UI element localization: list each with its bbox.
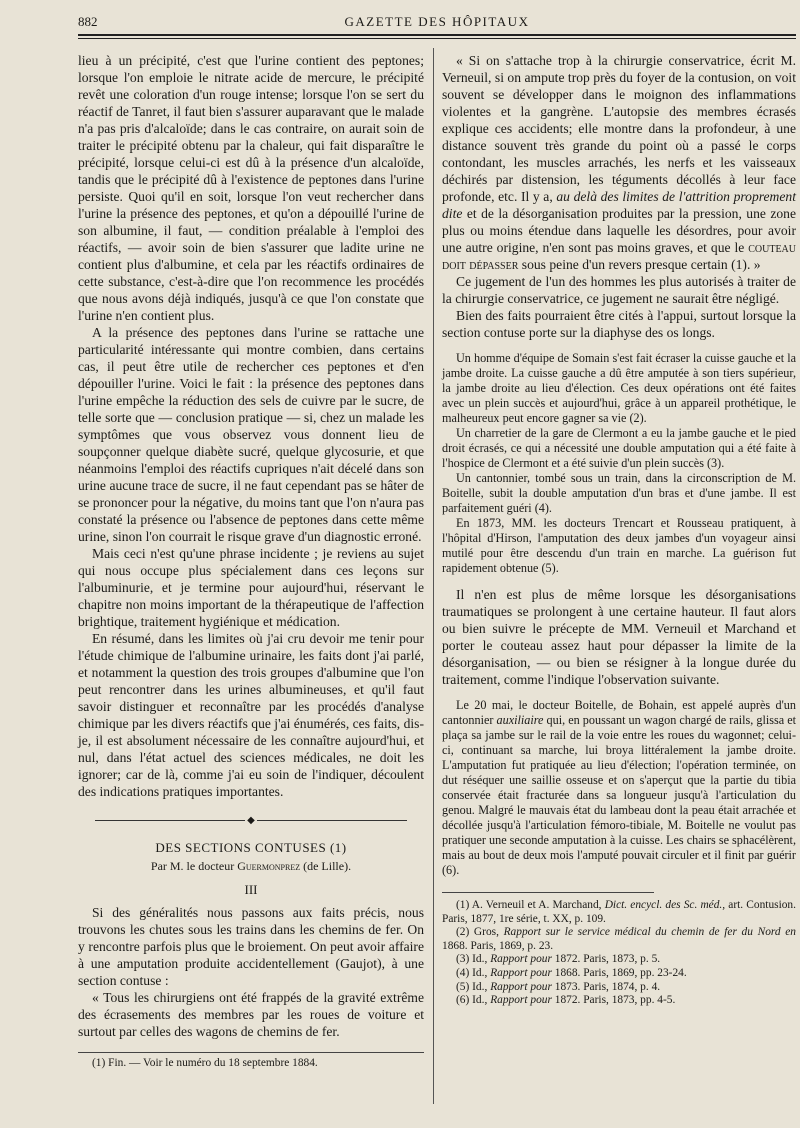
column-divider xyxy=(433,48,434,1104)
section-title: DES SECTIONS CONTUSES (1) xyxy=(155,840,347,855)
paragraph: Bien des faits pourraient être cités à l'appui, surtout lorsque la section contuse porte sur la diaphyse des os longs. xyxy=(442,308,796,340)
case-report: Un cantonnier, tombé sous un train, dans la circonscription de M. Boitelle, subit la double amputation d'un bras et d'une jambe. Il est parfaitement guéri (4). xyxy=(442,471,796,515)
case-report: Un charretier de la gare de Clermont a eu la jambe gauche et le pied droit écrasés, ce qui a nécessité une double amputation qui a été faite à l'hospice de Clermont et a été suivie d'un plein succès (3). xyxy=(442,426,796,470)
footnote: (1) A. Verneuil et A. Marchand, Dict. encycl. des Sc. méd., art. Contusion. Paris, 1877, 1re série, t. XX, p. 109. xyxy=(442,899,796,925)
paragraph: En résumé, dans les limites où j'ai cru devoir me tenir pour l'étude chimique de l'albumine urinaire, les faits dont j'ai parlé, et notamment la question des trois groupes d'albumine que l'on peut rencontrer dans les urines albumineuses, et qu'il faut savoir distinguer et reconnaître par les procédés d'analyse chimique par les divers réactifs que j'ai énumérés, ces faits, dis-je, il est absolument nécessaire de les connaître aujourd'hui, et nul, dans l'état actuel des sciences médicales, ne doit les ignorer; car de là, comme j'ai eu soin de l'indiquer, découlent des indications pratiques importantes. xyxy=(78,631,424,799)
section-separator: ◆ xyxy=(78,812,424,829)
footnote: (2) Gros, Rapport sur le service médical du chemin de fer du Nord en 1868. Paris, 1869, p. 23. xyxy=(442,926,796,952)
author-prefix: Par M. le docteur xyxy=(150,859,235,873)
footnotes xyxy=(442,899,796,1008)
footnote: (1) Fin. — Voir le numéro du 18 septembre 1884. xyxy=(92,1057,318,1069)
case-report: En 1873, MM. les docteurs Trencart et Rousseau pratiquent, à l'hôpital d'Hirson, l'amputation des deux jambes d'un voyageur ainsi mutilé pour être descendu d'un train en marche. La guérison fut rapidement obtenue (5). xyxy=(442,516,796,575)
case-report: Un homme d'équipe de Somain s'est fait écraser la cuisse gauche et la jambe droite. La cuisse gauche a dû être amputée à son tiers supérieur, la jambe droite au lieu d'élection. Ces deux opérations ont été faites avec un plein succès et aujourd'hui, grâce à un appareil prothétique, le malheureux peut encore gagner sa vie (2). xyxy=(442,351,796,425)
paragraph: Mais ceci n'est qu'une phrase incidente ; je reviens au sujet qui nous occupe plus spécialement dans ces leçons sur l'albuminurie, et je termine pour aujourd'hui, réservant le chapitre non moins important de la thérapeutique de l'affection brightique, traitement hygiénique et médication. xyxy=(78,546,424,629)
left-column xyxy=(78,52,424,1071)
footnote-rule xyxy=(442,892,654,893)
running-title: GAZETTE DES HÔPITAUX xyxy=(344,14,530,29)
footnote: (3) Id., Rapport pour 1872. Paris, 1873, p. 5. xyxy=(456,953,661,966)
section-part-number: III xyxy=(244,882,258,897)
footnote: (4) Id., Rapport pour 1868. Paris, 1869, pp. 23-24. xyxy=(456,966,687,979)
footnote-rule xyxy=(78,1052,424,1053)
right-column xyxy=(442,52,796,1008)
paragraph: Ce jugement de l'un des hommes les plus autorisés à traiter de la chirurgie conservatrice, ce jugement ne saurait être négligé. xyxy=(442,274,796,306)
author-suffix: (de Lille). xyxy=(303,859,352,873)
paragraph: Si des généralités nous passons aux faits précis, nous trouvons les chutes sous les trains dans les chemins de fer. On y rencontre parfois plus que le broiement. On peut avoir affaire à une amputation produite accidentellement (Gaujot), à une section contuse : xyxy=(78,905,424,988)
paragraph: « Tous les chirurgiens ont été frappés de la gravité extrême des écrasements des membres par les roues de voiture et surtout par celles des wagons de chemins de fer. xyxy=(78,990,424,1039)
footnote: (5) Id., Rapport pour 1873. Paris, 1874, p. 4. xyxy=(456,980,661,993)
section-author xyxy=(78,858,424,875)
page-header xyxy=(78,10,796,32)
quotation-paragraph: « Si on s'attache trop à la chirurgie conservatrice, écrit M. Verneuil, si on ampute trop près du foyer de la contusion, on voit souvent se développer dans le moignon des inflammations violentes et la gangrène. L'autopsie des membres écrasés explique ces accidents; elle montre dans la profondeur, à une distance souvent très grande du point où a passé le corps contondant, les muscles arrachés, les nerfs et les vaisseaux déchirés par distension, les téguments décollés à leur face profonde, etc. Il y a, au delà des limites de l'attrition proprement dite et de la désorganisation produites par la pression, une zone plus ou moins étendue dans laquelle les désordres, pour avoir une autre origine, n'en sont pas moins graves, et que le couteau doit dépasser sous peine d'un revers presque certain (1). » xyxy=(442,53,796,272)
author-name: Guermonprez xyxy=(237,859,301,873)
header-rule xyxy=(78,34,796,36)
paragraph: Il n'en est plus de même lorsque les désorganisations traumatiques se prolongent à une certaine hauteur. Il faut alors ou bien suivre le précepte de MM. Verneuil et Marchand et porter le couteau assez haut pour dépasser la limite de la désorganisation, — ou bien se résigner à la longue durée du traitement, comme l'indique l'observation suivante. xyxy=(442,587,796,687)
paragraph: A la présence des peptones dans l'urine se rattache une particularité intéressante qui montre combien, dans certains cas, il peut être utile de rechercher ces peptones et d'en dépouiller l'urine. Voici le fait : la présence des peptones dans l'urine empêche la réduction des sels de cuivre par le sucre, de telle sorte que — conclusion pratique — si, chez un malade les symptômes que vous observez vous donnent lieu de soupçonner quelque diabète sucré, quelque glycosurie, et que néanmoins l'emploi des réactifs cupriques n'ait décelé dans son urine aucune trace de sucre, il ne faut cependant pas se hâter de se prononcer pour la négative, du moins tant que l'on n'aura pas constaté la présence ou l'absence de peptones dans cette même urine, sinon l'on courrait le risque grave d'un diagnostic erroné. xyxy=(78,325,424,544)
paragraph: lieu à un précipité, c'est que l'urine contient des peptones; lorsque l'on emploie le nitrate acide de mercure, le précipité revêt une coloration d'un rouge intense; lorsque l'on se sert du réactif de Tanret, il faut bien s'assurer auparavant que le malade n'a pas pris d'alcaloïde; dans le cas contraire, on aurait soin de traiter le précipité obtenu par la chaleur, qui fait disparaître le précipité, lorsque celui-ci est dû à la présence d'un alcaloïde, tandis que le précipité dû à l'existence de peptones dans l'urine persiste. Quoi qu'il en soit, lorsque l'on veut rechercher dans l'urine la présence des peptones, et qu'on a dépouillé l'urine de son albumine, il faut, — condition préalable à l'emploi des réactifs, — avoir soin de bien s'assurer que ladite urine ne contient plus d'albumine, et cela par les réactifs ordinaires de cette substance, c'est-à-dire que l'on recommence les procédés que nous avons déjà indiqués, jusqu'à ce que l'on constate que l'urine n'en contient plus. xyxy=(78,53,424,323)
case-report: Le 20 mai, le docteur Boitelle, de Bohain, est appelé auprès d'un cantonnier auxiliaire qui, en poussant un wagon chargé de rails, glissa et plaça sa jambe sur le rail de la voie entre les roues du wagonnet; celui-ci, continuant sa marche, lui broya littéralement la jambe droite. L'amputation fut pratiquée au lieu d'élection; l'opération terminée, on dut réséquer une saillie osseuse et on s'aperçut que la partie du tibia conservée était fracturée dans sa longueur jusqu'à l'articulation du genou. Malgré le mauvais état du lambeau dont la peau était arrachée et décollée jusqu'à l'articulation fémoro-tibiale, M. Boitelle ne voulut pas pratiquer une seconde amputation à la cuisse. Les chairs se sphacélèrent, mais au bout de deux mois l'amputé pouvait circuler et il finit par guérir (6). xyxy=(442,698,796,877)
page-number: 882 xyxy=(78,14,98,29)
footnote: (6) Id., Rapport pour 1872. Paris, 1873, pp. 4-5. xyxy=(456,994,676,1007)
header-rule-thin xyxy=(78,38,796,39)
